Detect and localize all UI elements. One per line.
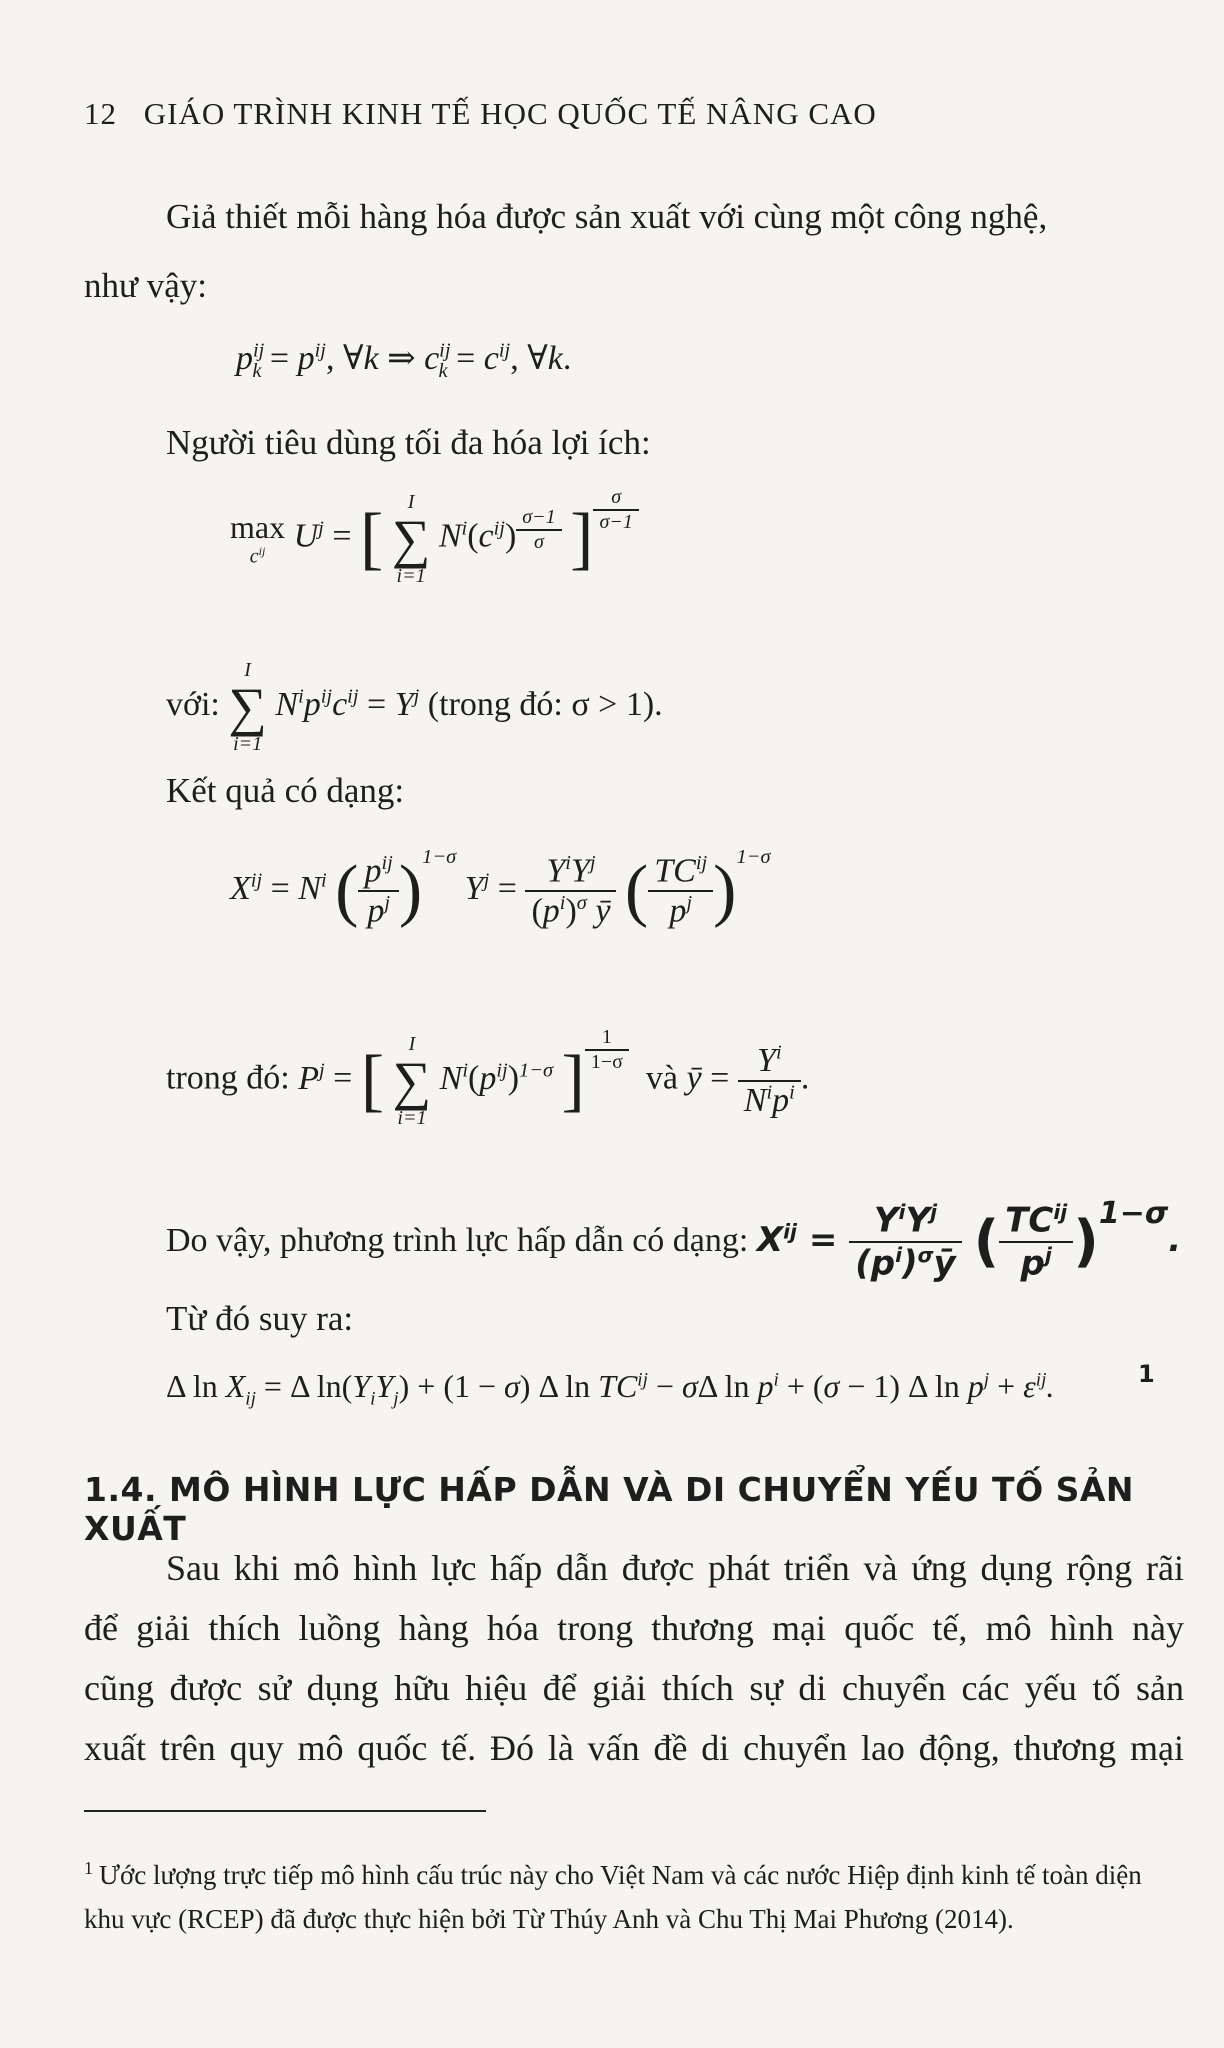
footnote-marker: 1	[84, 1858, 93, 1878]
section-heading: 1.4. MÔ HÌNH LỰC HẤP DẪN VÀ DI CHUYỂN YẾU TỐ SẢN XUẤT	[84, 1470, 1135, 1548]
footnote	[84, 1846, 1189, 1941]
result-intro: Kết quả có dạng:	[166, 771, 405, 810]
equation-log-difference: Δ $\ln X_{ij} = \Delta$ $\ln(Y_iY_j) + (1 - \sigma)$ Δ $\ln TC^{ij} - \sigma\Delta$ $\ln p^i + (\sigma - 1)$ Δ $\ln p^j + \varepsilon^{ij}$.	[166, 1368, 1055, 1410]
constraint-prefix: với:	[166, 685, 220, 723]
footnote-line-2: khu vực (RCEP) đã được thực hiện bởi Từ Thúy Anh và Chu Thị Mai Phương (2014).	[84, 1904, 1014, 1934]
equation-result: $X^{ij} = N^i$ ( $\frac{p^{ij}}{p^j}$ )$^{1-\sigma}$ $Y^j$ = $\frac{Y^iY^j}{(p^i)^\sigma ȳ}$ ( $\frac{TC^{ij}}{p^j}$ )$^{1-\sigma}$	[230, 846, 771, 930]
book-title: GIÁO TRÌNH KINH TẾ HỌC QUỐC TẾ NÂNG CAO	[143, 96, 877, 131]
body-paragraph	[84, 1538, 1184, 1778]
gravity-intro: Do vậy, phương trình lực hấp dẫn có dạng:	[166, 1222, 749, 1259]
constraint-note: (trong đó: σ > 1).	[427, 685, 663, 723]
body-line: để giải thích luồng hàng hóa trong thương mại quốc tế, mô hình này	[84, 1608, 1184, 1648]
equation-budget: với: I ∑ i=1 $N^ip^{ij}c^{ij} = Y^j$ (trong đó: σ > 1).	[166, 659, 663, 755]
equation-technology: $p^{ij}_k = p^{ij}$, ∀k ⇒ $c^{ij}_k = c^{ij}$, ∀k.	[236, 339, 572, 382]
body-line: cũng được sử dụng hữu hiệu để giải thích sự di chuyển các yếu tố sản	[84, 1668, 1184, 1708]
body-line: Sau khi mô hình lực hấp dẫn được phát triển và ứng dụng rộng rãi	[166, 1548, 1184, 1588]
footnote-divider	[84, 1810, 486, 1812]
running-header	[84, 96, 877, 132]
footnote-line-1: Ước lượng trực tiếp mô hình cấu trúc này cho Việt Nam và các nước Hiệp định kinh tế toàn diện	[99, 1860, 1142, 1890]
footnote-reference: 1	[1138, 1360, 1155, 1388]
intro-line-1: Giả thiết mỗi hàng hóa được sản xuất với cùng một công nghệ,	[166, 197, 1048, 236]
equation-utility: max $c^{ij}$ $U^j$ = [ I ∑ i=1 $N^i(c^{ij})$ $^{\frac{\sigma-1}{\sigma}}$ ] $^{\frac{\sigma}{\sigma-1}}$	[230, 486, 639, 586]
where-and: và	[645, 1059, 679, 1097]
utility-intro: Người tiêu dùng tối đa hóa lợi ích:	[166, 423, 651, 462]
derive-intro: Từ đó suy ra:	[166, 1299, 354, 1338]
page-number: 12	[84, 96, 117, 131]
where-prefix: trong đó:	[166, 1059, 290, 1097]
equation-gravity: Do vậy, phương trình lực hấp dẫn có dạng: $X^{ij}$ = $\frac{Y^iY^j}{(p^i)^\sigma ȳ}$ ( $\frac{TC^{ij}}{p^j}$ )$^{1-\sigma}$.	[166, 1196, 1182, 1283]
body-line: xuất trên quy mô quốc tế. Đó là vấn đề di chuyển lao động, thương mại	[84, 1728, 1184, 1768]
equation-price-index: trong đó: $P^j$ = [ I ∑ i=1 $N^i(p^{ij})^{1-\sigma}$ ] $^{\frac{1}{1-\sigma}}$ và ȳ = $\frac{Y^i}{N^ip^i}$ .	[166, 1026, 810, 1129]
intro-line-2: như vậy:	[84, 266, 207, 305]
